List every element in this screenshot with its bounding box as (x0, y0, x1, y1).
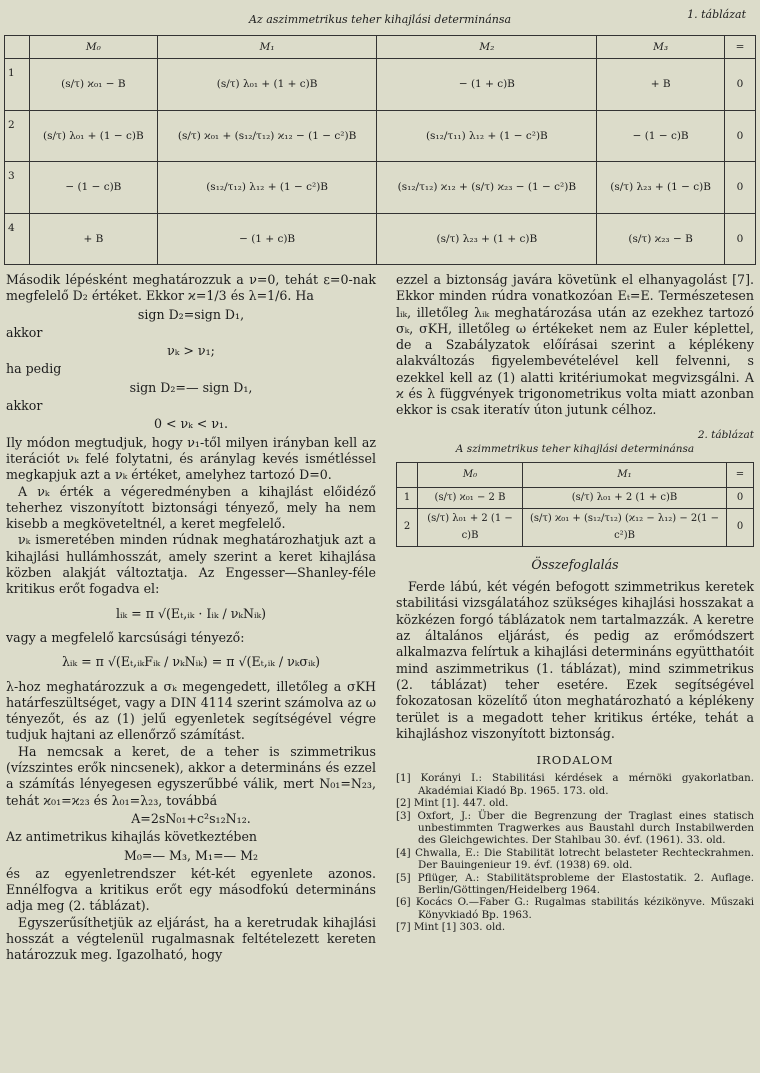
table-cell: 0 (725, 59, 756, 111)
table-cell: 0 (727, 487, 754, 508)
table2-col-m1: M₁ (523, 462, 727, 487)
reference-item: [4] Chwalla, E.: Die Stabilität lotrecht belasteter Rechteckrahmen. Der Bauingenieur 19. évf. (1938) 69. old. (396, 846, 754, 872)
reference-item: [3] Oxfort, J.: Über die Begrenzung der Traglast eines statisch unbestimmten Tragwerkes aus Baustahl durch Instabilwerden des Gleichgewichtes. Der Stahlbau 30. évf. (1961). 33. old. (396, 809, 754, 847)
table-row (5, 162, 756, 214)
table-cell: (s/τ) ϰ₀₁ + (s₁₂/τ₁₂) (ϰ₁₂ − λ₁₂) − 2(1 − c²)B (523, 509, 727, 547)
row-number: 2 (5, 110, 30, 162)
table-cell: + B (597, 59, 725, 111)
table-cell: (s/τ) ϰ₀₁ − 2 B (418, 487, 523, 508)
table1-col-eq: = (725, 36, 756, 59)
table-cell: (s₁₂/τ₁₂) ϰ₁₂ + (s/τ) ϰ₂₃ − (1 − c²)B (377, 162, 597, 214)
reference-item: [7] Mint [1] 303. old. (396, 921, 506, 934)
table-cell: (s₁₂/τ₁₂) λ₁₂ + (1 − c²)B (157, 162, 377, 214)
equation: lᵢₖ = π √(Eₜ,ᵢₖ · Iᵢₖ / νₖNᵢₖ) (115, 605, 267, 621)
table-cell: (s/τ) λ₀₁ + 2 (1 + c)B (523, 487, 727, 508)
table-cell: (s/τ) ϰ₀₁ − B (30, 59, 158, 111)
row-number: 3 (5, 162, 30, 214)
table-cell: (s₁₂/τ₁₁) λ₁₂ + (1 − c²)B (377, 110, 597, 162)
equation: sign D₂=sign D₁, (137, 306, 245, 322)
right-column (396, 272, 754, 934)
word-akkor: akkor (6, 398, 43, 414)
equation: sign D₂=— sign D₁, (129, 379, 253, 395)
table-header (0, 7, 760, 27)
table1-col-m1: M₁ (157, 36, 377, 59)
table-cell: − (1 − c)B (597, 110, 725, 162)
table-row (397, 487, 754, 508)
table1-col-m3: M₃ (597, 36, 725, 59)
paragraph: A νₖ érték a végeredményben a kihajlást előidéző teherhez viszonyított biztonsági tényező, mely ha nem kisebb a megköveteltnél, a keret megfelelő. (6, 483, 376, 532)
paragraph: Második lépésként meghatározzuk a ν=0, tehát ε=0-nak megfelelő D₂ értéket. Ekkor ϰ=1/3 és λ=1/6. Ha (6, 272, 376, 304)
reference-item: [2] Mint [1]. 447. old. (396, 797, 509, 810)
table1-caption: Az aszimmetrikus teher kihajlási determinánsa (248, 13, 512, 26)
table-cell: (s/τ) λ₀₁ + (1 + c)B (157, 59, 377, 111)
table2-col-eq: = (727, 462, 754, 487)
reference-list (396, 772, 754, 933)
table2-col-m0: M₀ (418, 462, 523, 487)
equation: νₖ > ν₁; (167, 343, 215, 359)
table-cell: + B (30, 213, 158, 265)
table-cell: − (1 + c)B (377, 59, 597, 111)
table2-corner (397, 462, 418, 487)
row-number: 1 (5, 59, 30, 111)
row-number: 1 (397, 487, 418, 508)
equation: A=2sN₀₁+c²s₁₂N₁₂. (131, 810, 251, 826)
table-cell: 0 (725, 110, 756, 162)
reference-item: [5] Pflüger, A.: Stabilitätsprobleme der Elastostatik. 2. Auflage. Berlin/Göttingen/Heidelberg 1964. (396, 871, 754, 897)
table2-caption: A szimmetrikus teher kihajlási determinánsa (455, 442, 695, 455)
table-cell: − (1 + c)B (157, 213, 377, 265)
table-cell: (s/τ) λ₂₃ + (1 + c)B (377, 213, 597, 265)
equation: 0 < νₖ < ν₁. (153, 416, 229, 432)
table1-col-m2: M₂ (377, 36, 597, 59)
table2 (396, 462, 754, 547)
table-cell: (s/τ) λ₀₁ + (1 − c)B (30, 110, 158, 162)
table1-corner (5, 36, 30, 59)
table-cell: (s/τ) λ₀₁ + 2 (1 − c)B (418, 509, 523, 547)
table-row (5, 213, 756, 265)
summary-title: Összefoglalás (531, 556, 619, 572)
table-cell: (s/τ) ϰ₂₃ − B (597, 213, 725, 265)
paragraph: Az antimetrikus kihajlás következtében (6, 829, 258, 845)
table-cell: (s/τ) λ₂₃ + (1 − c)B (597, 162, 725, 214)
row-number: 2 (397, 509, 418, 547)
table2-header-row (397, 462, 754, 487)
table1-header-row (5, 36, 756, 59)
word-ha-pedig: ha pedig (6, 361, 62, 377)
table-cell: − (1 − c)B (30, 162, 158, 214)
table1-number: 1. táblázat (687, 8, 746, 21)
paragraph: λ-hoz meghatározzuk a σₖ megengedett, illetőleg a σKH határfeszültséget, vagy a DIN 4114 szerint számolva az ω tényezőt, és az (1) jelű egyenletek segítségével végre tudjuk hajtani az ellenőrző számítást. (6, 678, 376, 743)
paragraph: ezzel a biztonság javára követünk el elhanyagolást [7]. Ekkor minden rúdra vonatkozóan Eₜ=E. Természetesen lᵢₖ, illetőleg λᵢₖ meghatározása után az ezekhez tartozó σₖ, σKH, illetőleg ω értékeket nem az Euler képlettel, de a Szabályzatok előírásai szerint a képlékeny alakváltozás figyelembevételével kell felvenni, s ezekkel kell az (1) alatti kritériumokat megvizsgálni. A ϰ és λ függvények trigonometrikus volta miatt azonban ekkor is csak iteratív úton jutunk célhoz. (396, 272, 754, 418)
table1-col-m0: M₀ (30, 36, 158, 59)
table-cell: (s/τ) ϰ₀₁ + (s₁₂/τ₁₂) ϰ₁₂ − (1 − c²)B (157, 110, 377, 162)
left-column (6, 272, 376, 964)
equation: λᵢₖ = π √(Eₜ,ᵢₖFᵢₖ / νₖNᵢₖ) = π √(Eₜ,ᵢₖ / νₖσᵢₖ) (61, 654, 321, 670)
paragraph: vagy a megfelelő karcsúsági tényező: (6, 629, 245, 645)
equation: M₀=— M₃, M₁=— M₂ (123, 847, 259, 863)
reference-item: [1] Korányi I.: Stabilitási kérdések a mérnöki gyakorlatban. Akadémiai Kiadó Bp. 1965. 173. old. (396, 772, 754, 797)
table2-number: 2. táblázat (697, 428, 754, 441)
table1 (4, 35, 756, 265)
paragraph: és az egyenletrendszer két-két egyenlete azonos. Ennélfogva a kritikus erőt egy másodfokú determináns adja meg (2. táblázat). (6, 865, 376, 914)
summary-paragraph: Ferde lábú, két végén befogott szimmetrikus keretek stabilitási vizsgálatához szükséges kihajlási hosszakat a közkézen forgó táblázatok nem tartalmazzák. A keretre az általános eljárást, és pedig az erőmódszert alkalmazva felírtuk a kihajlási determináns együtthatóit mind aszimmetrikus (1. táblázat), mind szimmetrikus (2. táblázat) teher esetére. Ezek segítségével fokozatosan közelítő úton meghatározható a képlékeny terület is a megadott teher kritikus értéke, tehát a kihajláshoz viszonyított biztonság. (396, 579, 754, 741)
table-row (5, 59, 756, 111)
table-row (5, 110, 756, 162)
references-title: IRODALOM (536, 753, 614, 768)
word-akkor: akkor (6, 324, 43, 340)
paragraph: νₖ ismeretében minden rúdnak meghatározhatjuk azt a kihajlási hullámhosszát, amely szerint a keret kihajlása közben alakját változtatja. Az Engesser—Shanley-féle kritikus erőt fogadva el: (6, 532, 376, 597)
table-row (397, 509, 754, 547)
table-cell: 0 (725, 162, 756, 214)
paragraph: Ha nemcsak a keret, de a teher is szimmetrikus (vízszintes erők nincsenek), akkor a determináns és ezzel a számítás lényegesen egyszerűbbé válik, mert N₀₁=N₂₃, tehát ϰ₀₁=ϰ₂₃ és λ₀₁=λ₂₃, továbbá (6, 743, 376, 808)
paragraph: Egyszerűsíthetjük az eljárást, ha a keretrudak kihajlási hosszát a végtelenül rugalmasnak feltételezett kereten határozzuk meg. Igazolható, hogy (6, 914, 376, 963)
paragraph: Ily módon megtudjuk, hogy ν₁-től milyen irányban kell az iterációt νₖ felé folytatni, és aránylag kevés ismétléssel megkapjuk azt a νₖ értéket, amelyhez tartozó D=0. (6, 434, 376, 483)
reference-item: [6] Kocács O.—Faber G.: Rugalmas stabilitás kézikönyve. Műszaki Könyvkiadó Bp. 1963. (396, 896, 754, 921)
row-number: 4 (5, 213, 30, 265)
table-cell: 0 (727, 509, 754, 547)
table-cell: 0 (725, 213, 756, 265)
